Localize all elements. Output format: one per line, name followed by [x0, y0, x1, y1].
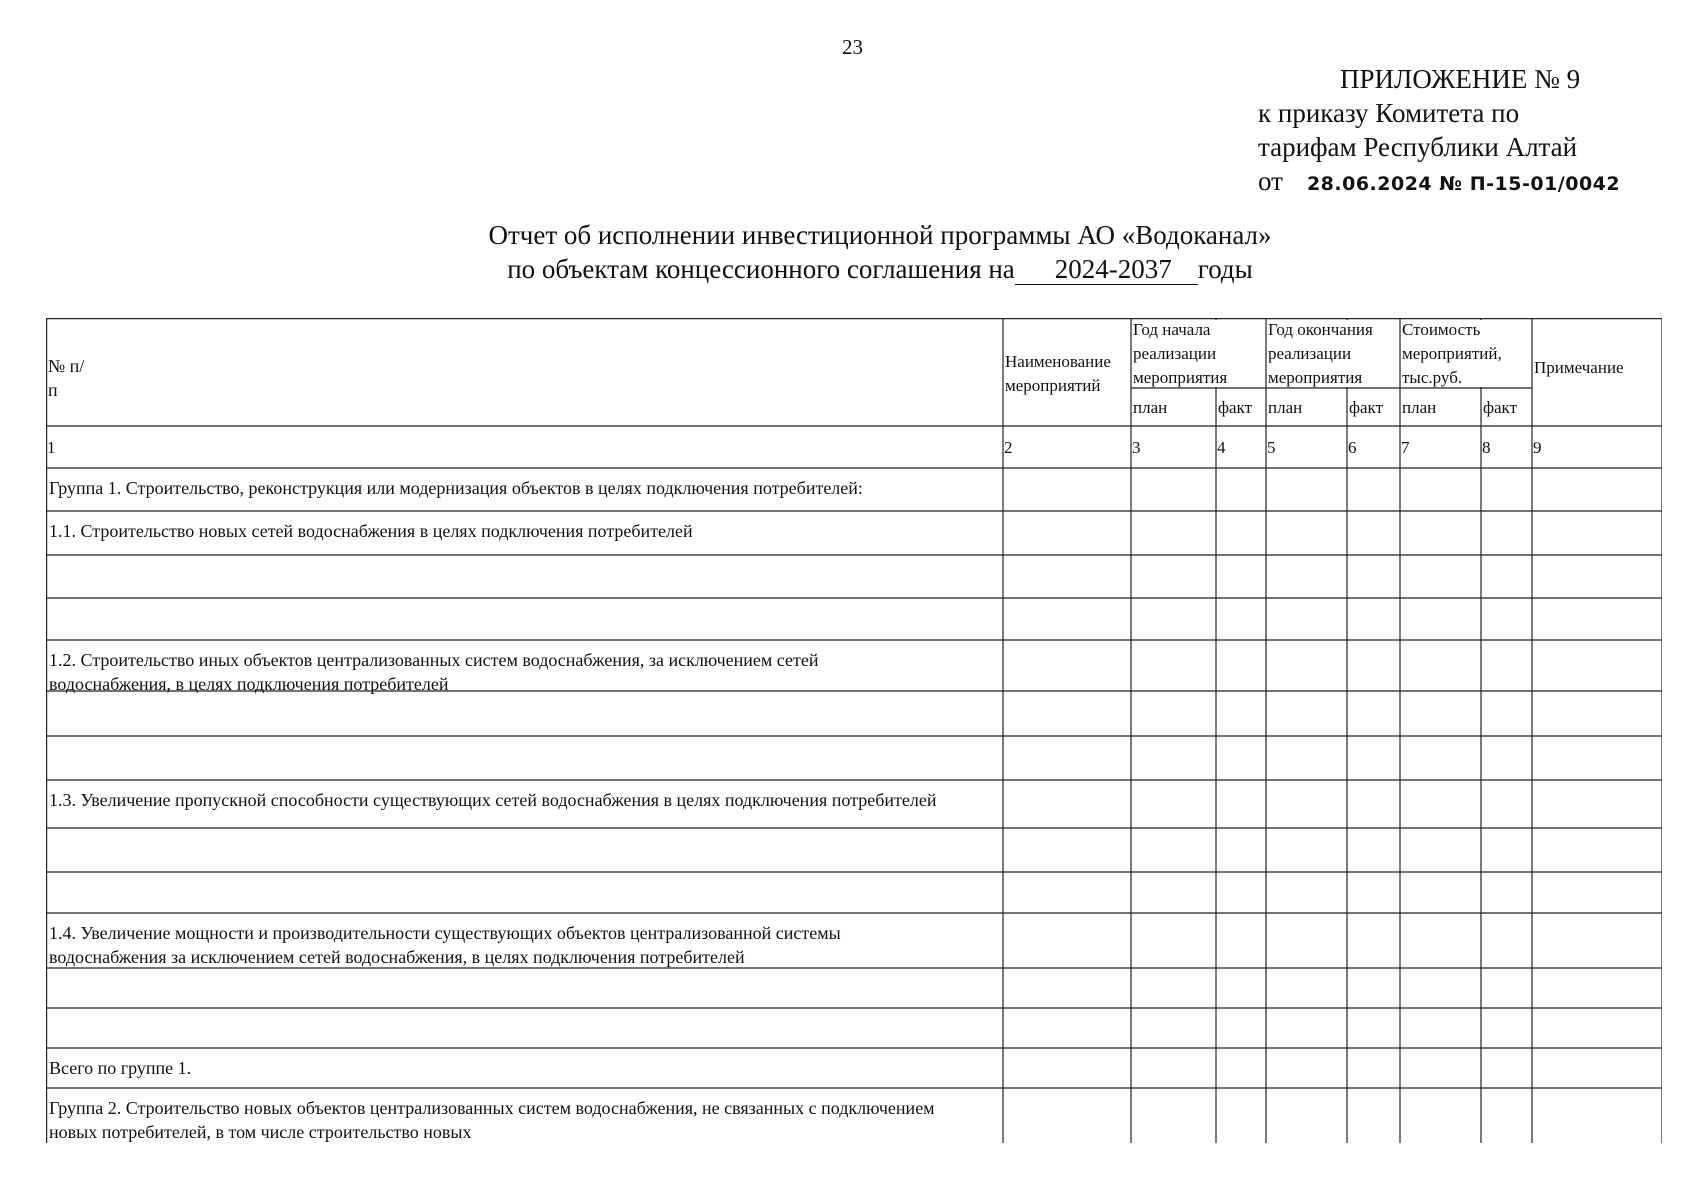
header-cost: Стоимость мероприятий, тыс.руб.: [1402, 320, 1502, 387]
appendix-date-line: [1258, 164, 1620, 201]
header-plan-col-3: план: [1133, 398, 1168, 417]
appendix-line-1: к приказу Комитета по: [1258, 98, 1520, 128]
column-number: 4: [1217, 438, 1226, 457]
column-number: 5: [1267, 438, 1276, 457]
page-number: 23: [842, 35, 863, 59]
header-fact-col-6: факт: [1349, 398, 1384, 417]
report-title-prefix: по объектам концессионного соглашения на: [507, 254, 1015, 284]
table-row-label: Всего по группе 1.: [49, 1058, 192, 1078]
report-title-line-2: [380, 252, 1380, 286]
report-years: 2024-2037: [1015, 254, 1198, 285]
table-row-label: Группа 1. Строительство, реконструкция или модернизация объектов в целях подключения потребителей:: [49, 478, 863, 498]
appendix-title: ПРИЛОЖЕНИЕ № 9: [1340, 64, 1581, 94]
header-start-year: Год начала реализации мероприятия: [1133, 320, 1228, 387]
report-title-line-1: Отчет об исполнении инвестиционной программы АО «Водоканал»: [488, 220, 1272, 250]
report-title-suffix: годы: [1197, 254, 1253, 284]
header-plan-col-7: план: [1402, 398, 1437, 417]
header-name: Наименование мероприятий: [1005, 352, 1111, 395]
header-num: № п/п: [48, 356, 85, 400]
appendix-line-2: тарифам Республики Алтай: [1258, 132, 1578, 162]
table-row-label: Группа 2. Строительство новых объектов централизованных систем водоснабжения, не связанных с подключением новых потребителей, в том числе строительство новых: [49, 1098, 935, 1142]
header-fact-col-4: факт: [1218, 398, 1253, 417]
date-prefix: от: [1258, 166, 1283, 196]
column-number: 9: [1533, 438, 1542, 457]
column-number: 7: [1401, 438, 1410, 457]
report-table: [46, 318, 1662, 1143]
table-row-label: 1.1. Строительство новых сетей водоснабжения в целях подключения потребителей: [49, 521, 693, 541]
header-plan-col-5: план: [1268, 398, 1303, 417]
table-row-label: 1.2. Строительство иных объектов централизованных систем водоснабжения, за исключением сетей водоснабжения, в целях подключения потребителей: [49, 650, 819, 694]
column-number: 1: [47, 438, 56, 457]
table-row-label: 1.3. Увеличение пропускной способности существующих сетей водоснабжения в целях подключения потребителей: [49, 790, 937, 810]
header-end-year: Год окончания реализации мероприятия: [1268, 320, 1373, 387]
header-note: Примечание: [1534, 358, 1624, 377]
order-date-number: 28.06.2024 № П-15-01/0042: [1306, 173, 1621, 195]
column-number: 3: [1132, 438, 1141, 457]
column-number: 2: [1004, 438, 1013, 457]
report-title: [380, 218, 1380, 286]
header-fact-col-8: факт: [1483, 398, 1518, 417]
column-number: 6: [1348, 438, 1357, 457]
table-row-label: 1.4. Увеличение мощности и производительности существующих объектов централизованной системы водоснабжения за исключением сетей водоснабжения, в целях подключения потребителей: [49, 923, 841, 967]
table-grid-lines: [46, 318, 1662, 1143]
column-number: 8: [1482, 438, 1491, 457]
appendix-block: [1258, 62, 1620, 201]
